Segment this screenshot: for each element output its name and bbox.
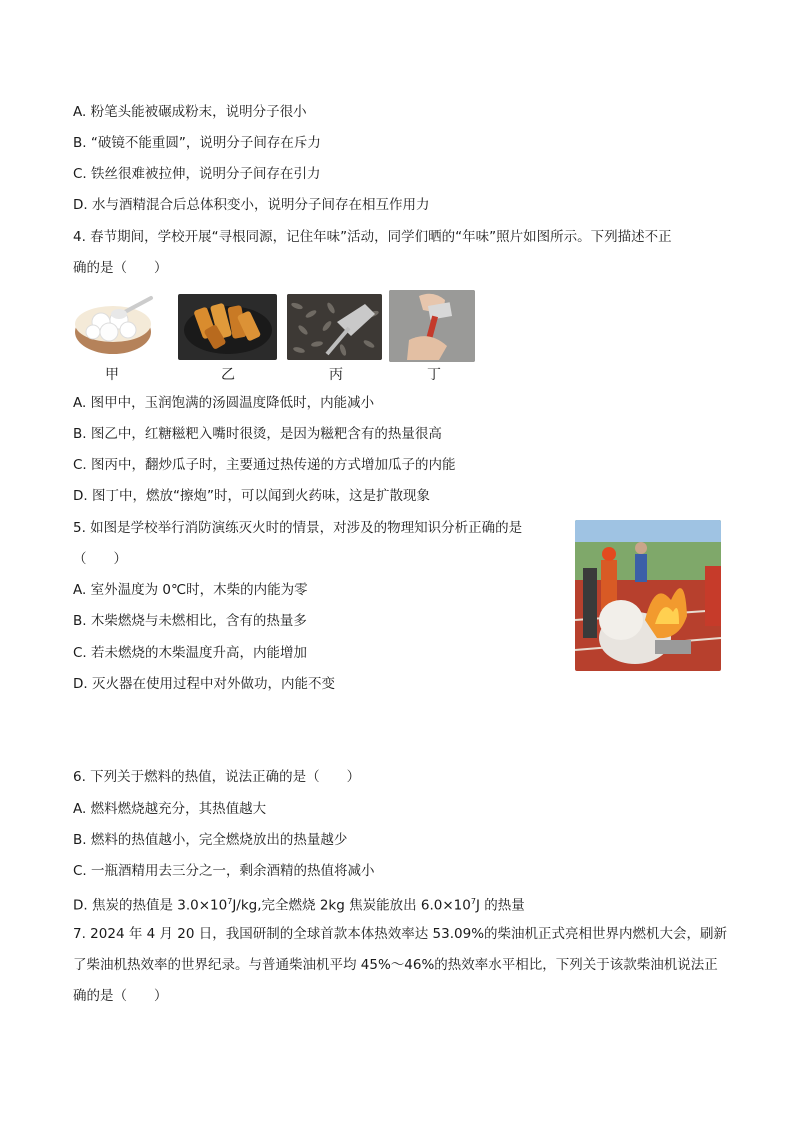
q7-stem-end: 确的是（ ） bbox=[73, 988, 168, 1004]
q4-stem: 4. 春节期间，学校开展“寻根同源，记住年味”活动，同学们晒的“年味”照片如图所示。下列描述不正 bbox=[73, 229, 672, 245]
q6-option-d-exp2: 7 bbox=[470, 897, 476, 906]
q4-stem-cont: 确的是（ ） bbox=[73, 260, 168, 276]
q3-option-d: D. 水与酒精混合后总体积变小，说明分子间存在相互作用力 bbox=[73, 197, 430, 213]
q6-option-d bbox=[73, 893, 525, 915]
q6-option-d-part1: D. 焦炭的热值是 3.0×10 bbox=[73, 897, 228, 914]
q6-option-a: A. 燃料燃烧越充分，其热值越大 bbox=[73, 801, 267, 817]
caption-yi: 乙 bbox=[221, 367, 235, 383]
q5-option-d: D. 灭火器在使用过程中对外做功，内能不变 bbox=[73, 676, 335, 692]
q6-stem: 6. 下列关于燃料的热值，说法正确的是（ ） bbox=[73, 769, 361, 785]
q4-option-c: C. 图丙中，翻炒瓜子时，主要通过热传递的方式增加瓜子的内能 bbox=[73, 457, 456, 473]
q3-option-c: C. 铁丝很难被拉伸，说明分子间存在引力 bbox=[73, 166, 321, 182]
q5-stem-cont: （ ） bbox=[73, 551, 127, 567]
photo-fire-drill bbox=[575, 520, 721, 671]
photo-tangyuan bbox=[73, 292, 155, 358]
q6-option-b: B. 燃料的热值越小，完全燃烧放出的热量越少 bbox=[73, 832, 348, 848]
q4-option-b: B. 图乙中，红糖糍粑入嘴时很烫，是因为糍粑含有的热量很高 bbox=[73, 426, 442, 442]
photo-melon-seeds bbox=[287, 294, 382, 360]
photo-firecracker bbox=[389, 290, 475, 362]
q6-option-d-exp1: 7 bbox=[227, 897, 233, 906]
q5-stem: 5. 如图是学校举行消防演练灭火时的情景，对涉及的物理知识分析正确的是 bbox=[73, 520, 523, 536]
q3-option-a: A. 粉笔头能被碾成粉末，说明分子很小 bbox=[73, 104, 307, 120]
q4-option-a: A. 图甲中，玉润饱满的汤圆温度降低时，内能减小 bbox=[73, 395, 375, 411]
q6-option-c: C. 一瓶酒精用去三分之一，剩余酒精的热值将减小 bbox=[73, 863, 375, 879]
q5-option-b: B. 木柴燃烧与未燃相比，含有的热量多 bbox=[73, 613, 307, 629]
q3-option-b: B. “破镜不能重圆”，说明分子间存在斥力 bbox=[73, 135, 321, 151]
caption-ding: 丁 bbox=[427, 367, 441, 383]
q5-option-a: A. 室外温度为 0℃时，木柴的内能为零 bbox=[73, 582, 308, 598]
caption-bing: 丙 bbox=[329, 367, 343, 383]
q6-option-d-part3: J 的热量 bbox=[475, 897, 525, 914]
photo-ciba bbox=[178, 294, 277, 360]
q7-stem: 7. 2024 年 4 月 20 日，我国研制的全球首款本体热效率达 53.09%的柴油机正式亮相世界内燃机大会，刷新 bbox=[73, 926, 728, 942]
q7-stem-cont: 了柴油机热效率的世界纪录。与普通柴油机平均 45%～46%的热效率水平相比，下列关于该款柴油机说法正 bbox=[73, 957, 718, 973]
caption-jia: 甲 bbox=[105, 367, 119, 383]
q5-option-c: C. 若未燃烧的木柴温度升高，内能增加 bbox=[73, 645, 308, 661]
q6-option-d-part2: J/kg,完全燃烧 2kg 焦炭能放出 6.0×10 bbox=[232, 897, 471, 914]
q4-option-d: D. 图丁中，燃放“擦炮”时，可以闻到火药味，这是扩散现象 bbox=[73, 488, 430, 504]
